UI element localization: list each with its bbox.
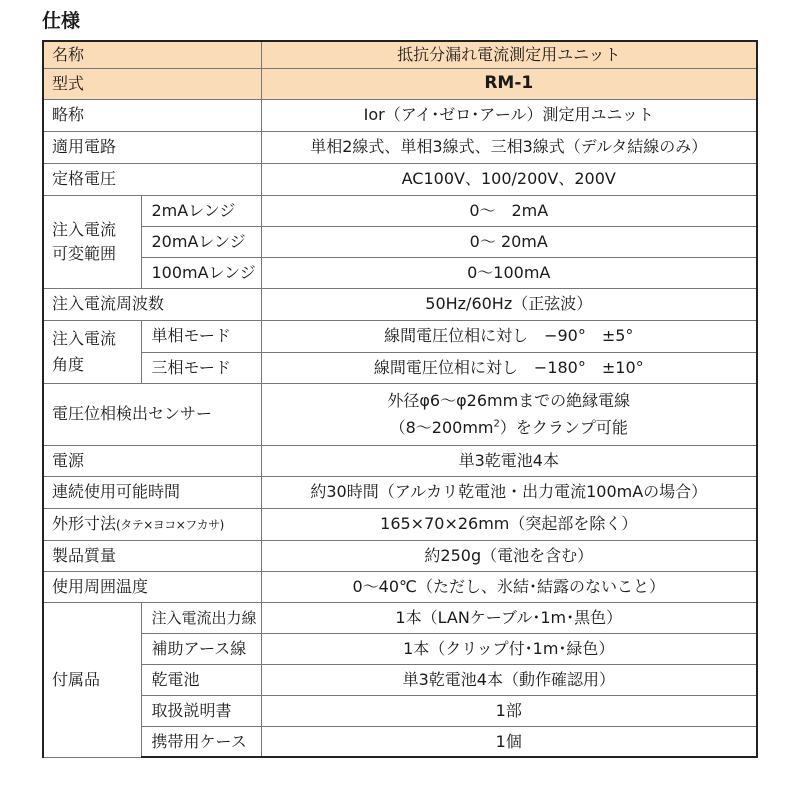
model-label: 型式 [43, 68, 261, 99]
row-voltage [43, 163, 757, 195]
accessory-output-cable-label: 注入電流出力線 [141, 602, 261, 633]
range-20ma-value: 0～ 20mA [261, 226, 757, 257]
voltage-value: AC100V、100/200V、200V [261, 163, 757, 195]
temperature-label: 使用周囲温度 [43, 571, 261, 602]
single-phase-mode-value: 線間電圧位相に対し −90° ±5° [261, 320, 757, 352]
row-injection-range-3 [43, 257, 757, 288]
accessory-ground-wire-label: 補助アース線 [141, 633, 261, 664]
row-temperature [43, 571, 757, 602]
row-frequency [43, 288, 757, 320]
abbr-label: 略称 [43, 99, 261, 131]
row-circuit [43, 131, 757, 163]
accessory-manual-label: 取扱説明書 [141, 695, 261, 726]
sensor-value-line2-suffix: ）をクランプ可能 [499, 417, 628, 437]
three-phase-mode-label: 三相モード [141, 352, 261, 383]
section-heading: 仕様 [42, 10, 81, 32]
row-dimensions [43, 508, 757, 540]
three-phase-mode-value: 線間電圧位相に対し −180° ±10° [261, 352, 757, 383]
dimensions-value: 165×70×26mm（突起部を除く） [261, 508, 757, 540]
weight-value: 約250g（電池を含む） [261, 540, 757, 571]
name-value: 抵抗分漏れ電流測定用ユニット [261, 41, 757, 68]
dimensions-label [43, 508, 261, 540]
row-runtime [43, 476, 757, 508]
accessory-case-label: 携帯用ケース [141, 726, 261, 757]
row-name [43, 41, 757, 68]
sensor-value [261, 383, 757, 445]
temperature-value: 0～40℃（ただし、氷結･結露のないこと） [261, 571, 757, 602]
accessory-output-cable-value: 1本（LANケーブル･1m･黒色） [261, 602, 757, 633]
single-phase-mode-label: 単相モード [141, 320, 261, 352]
row-accessory-3 [43, 664, 757, 695]
range-100ma-label: 100mAレンジ [141, 257, 261, 288]
runtime-value: 約30時間（アルカリ乾電池・出力電流100mAの場合） [261, 476, 757, 508]
accessory-ground-wire-value: 1本（クリップ付･1m･緑色） [261, 633, 757, 664]
accessories-label: 付属品 [43, 602, 141, 757]
row-accessory-1 [43, 602, 757, 633]
row-accessory-5 [43, 726, 757, 757]
row-injection-range-2 [43, 226, 757, 257]
name-label: 名称 [43, 41, 261, 68]
sensor-value-line2 [262, 418, 757, 437]
accessory-battery-value: 単3乾電池4本（動作確認用） [261, 664, 757, 695]
sensor-value-superscript: 2 [493, 418, 500, 430]
range-2ma-label: 2mAレンジ [141, 195, 261, 226]
spec-table [42, 40, 758, 758]
voltage-label: 定格電圧 [43, 163, 261, 195]
range-100ma-value: 0～100mA [261, 257, 757, 288]
row-accessory-2 [43, 633, 757, 664]
accessory-battery-label: 乾電池 [141, 664, 261, 695]
row-angle-1 [43, 320, 757, 352]
circuit-label: 適用電路 [43, 131, 261, 163]
power-label: 電源 [43, 445, 261, 476]
power-value: 単3乾電池4本 [261, 445, 757, 476]
row-abbr [43, 99, 757, 131]
angle-label-line1: 注入電流 [52, 329, 117, 349]
row-sensor [43, 383, 757, 445]
frequency-value: 50Hz/60Hz（正弦波） [261, 288, 757, 320]
sensor-value-line2-text: （8～200mm [389, 417, 494, 437]
frequency-label: 注入電流周波数 [43, 288, 261, 320]
range-20ma-label: 20mAレンジ [141, 226, 261, 257]
injection-range-label-line2: 可変範囲 [52, 244, 117, 263]
accessory-manual-value: 1部 [261, 695, 757, 726]
angle-label-line2: 角度 [52, 354, 85, 374]
sensor-label: 電圧位相検出センサー [43, 383, 261, 445]
range-2ma-value: 0～ 2mA [261, 195, 757, 226]
dimensions-label-note: (タテ×ヨコ×フカサ) [116, 518, 224, 533]
row-accessory-4 [43, 695, 757, 726]
dimensions-label-main: 外形寸法 [52, 514, 117, 534]
row-injection-range-1 [43, 195, 757, 226]
circuit-value: 単相2線式、単相3線式、三相3線式（デルタ結線のみ） [261, 131, 757, 163]
abbr-value: Ior（アイ･ゼロ･アール）測定用ユニット [261, 99, 757, 131]
accessory-case-value: 1個 [261, 726, 757, 757]
injection-range-label [43, 195, 141, 288]
row-weight [43, 540, 757, 571]
row-angle-2 [43, 352, 757, 383]
injection-range-label-line1: 注入電流 [52, 219, 117, 239]
row-model [43, 68, 757, 99]
row-power [43, 445, 757, 476]
angle-label [43, 320, 141, 383]
model-value: RM-1 [261, 68, 757, 99]
runtime-label: 連続使用可能時間 [43, 476, 261, 508]
sensor-value-line1: 外径φ6～φ26mmまでの絶縁電線 [387, 391, 631, 411]
weight-label: 製品質量 [43, 540, 261, 571]
